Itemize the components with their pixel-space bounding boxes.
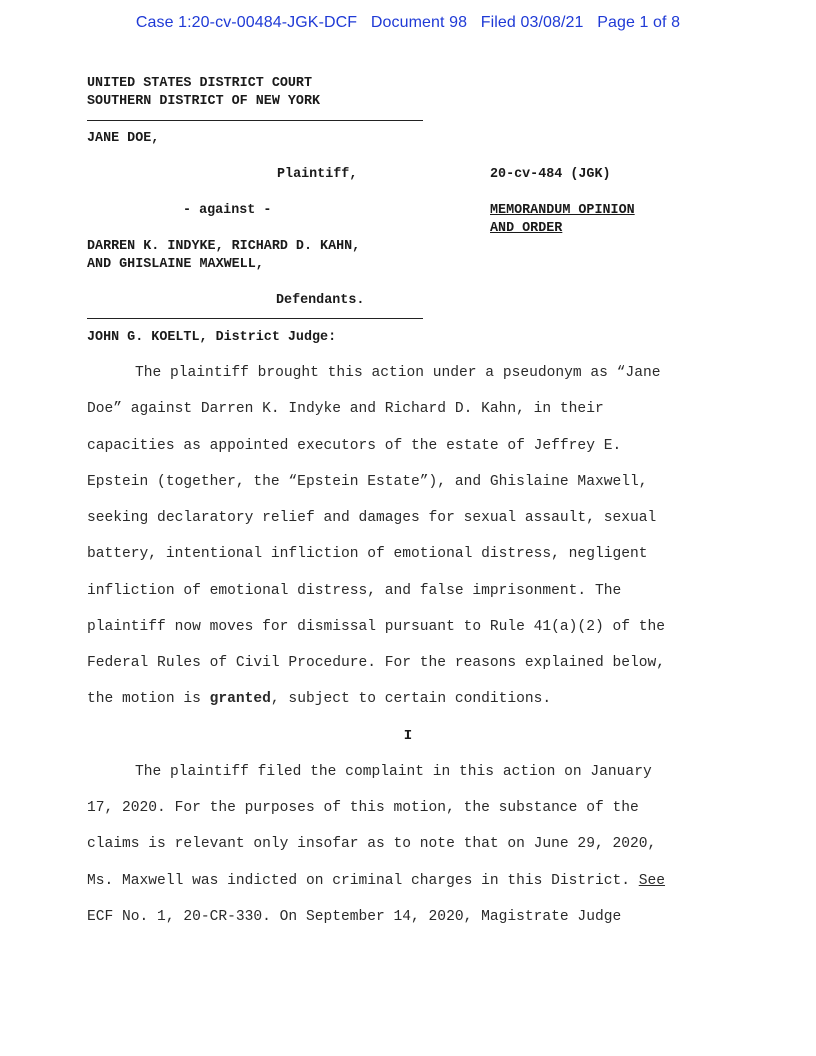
text-line: The plaintiff brought this action under a pseudonym as “Jane bbox=[135, 365, 661, 381]
caption-bottom-rule bbox=[87, 318, 423, 319]
page-number-stamp: Page 1 of 8 bbox=[597, 14, 681, 31]
document-title-line1: MEMORANDUM OPINION bbox=[490, 203, 635, 218]
plaintiff-name: JANE DOE, bbox=[87, 131, 160, 146]
ruling-granted: granted bbox=[209, 691, 271, 707]
text-line: Doe” against Darren K. Indyke and Richard D. Kahn, in their bbox=[87, 401, 604, 417]
text-line: plaintiff now moves for dismissal pursuant to Rule 41(a)(2) of the bbox=[87, 619, 666, 635]
text-line: claims is relevant only insofar as to note that on June 29, 2020, bbox=[87, 836, 657, 852]
caption-top-rule bbox=[87, 120, 423, 121]
judge-line: JOHN G. KOELTL, District Judge: bbox=[87, 330, 337, 345]
case-number-stamp: Case 1:20-cv-00484-JGK-DCF bbox=[135, 14, 358, 31]
defendants-line1: DARREN K. INDYKE, RICHARD D. KAHN, bbox=[87, 239, 361, 254]
docket-number: 20-cv-484 (JGK) bbox=[490, 167, 611, 182]
text-fragment: the motion is bbox=[87, 691, 210, 707]
court-name-line2: SOUTHERN DISTRICT OF NEW YORK bbox=[87, 94, 321, 109]
text-line: battery, intentional infliction of emotional distress, negligent bbox=[87, 546, 648, 562]
text-line: The plaintiff filed the complaint in this action on January bbox=[135, 764, 652, 780]
text-line: seeking declaratory relief and damages for sexual assault, sexual bbox=[87, 510, 657, 526]
document-title-line2: AND ORDER bbox=[490, 221, 563, 236]
against-label: - against - bbox=[183, 203, 272, 218]
text-line: Federal Rules of Civil Procedure. For the reasons explained below, bbox=[87, 655, 666, 671]
defendants-line2: AND GHISLAINE MAXWELL, bbox=[87, 257, 264, 272]
text-line: ECF No. 1, 20-CR-330. On September 14, 2020, Magistrate Judge bbox=[87, 909, 622, 925]
document-number-stamp: Document 98 bbox=[370, 14, 468, 31]
court-name-line1: UNITED STATES DISTRICT COURT bbox=[87, 76, 312, 91]
text-line bbox=[87, 873, 665, 889]
text-line: Epstein (together, the “Epstein Estate”), and Ghislaine Maxwell, bbox=[87, 474, 648, 490]
defendants-role: Defendants. bbox=[276, 293, 365, 308]
see-citation-signal: See bbox=[638, 873, 666, 889]
text-line bbox=[87, 691, 551, 707]
plaintiff-role: Plaintiff, bbox=[277, 167, 358, 182]
text-line: infliction of emotional distress, and false imprisonment. The bbox=[87, 583, 622, 599]
text-line: 17, 2020. For the purposes of this motion, the substance of the bbox=[87, 800, 639, 816]
text-fragment: , subject to certain conditions. bbox=[270, 691, 552, 707]
filing-header bbox=[0, 14, 816, 32]
section-heading: I bbox=[403, 728, 413, 744]
text-fragment: Ms. Maxwell was indicted on criminal charges in this District. bbox=[87, 873, 639, 889]
text-line: capacities as appointed executors of the estate of Jeffrey E. bbox=[87, 438, 622, 454]
filed-date-stamp: Filed 03/08/21 bbox=[480, 14, 584, 31]
